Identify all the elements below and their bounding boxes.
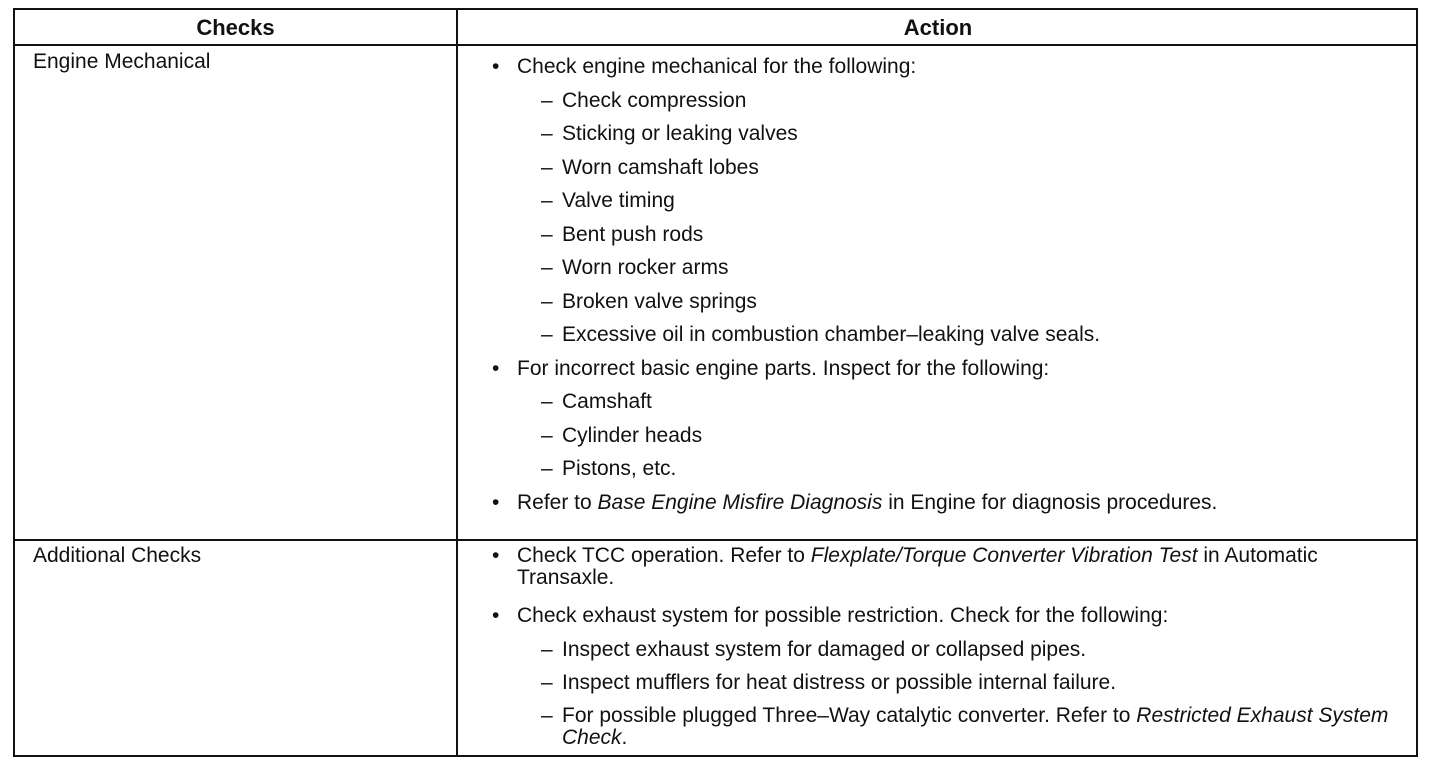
dash-icon: – bbox=[541, 222, 553, 246]
sub-item-text: Broken valve springs bbox=[562, 289, 757, 313]
bullet-text-suffix: in Engine for diagnosis procedures. bbox=[882, 490, 1218, 514]
list-item bbox=[490, 50, 1400, 84]
dash-icon: – bbox=[541, 256, 553, 279]
header-action: Action bbox=[903, 15, 973, 40]
dash-icon: – bbox=[541, 289, 553, 313]
dash-icon: – bbox=[541, 155, 553, 179]
additional-checks-actions bbox=[490, 545, 1400, 749]
dash-icon: – bbox=[541, 703, 553, 727]
sub-item-text: Worn camshaft lobes bbox=[562, 155, 759, 179]
dash-icon: – bbox=[541, 671, 553, 694]
engine-mechanical-actions bbox=[490, 50, 1400, 519]
bullet-icon: • bbox=[492, 55, 500, 78]
dash-icon: – bbox=[541, 189, 553, 212]
list-item bbox=[490, 419, 1400, 453]
sub-item-text-suffix: . bbox=[621, 725, 628, 749]
check-additional-checks: Additional Checks bbox=[33, 544, 202, 567]
dash-icon: – bbox=[541, 323, 553, 346]
header-checks: Checks bbox=[196, 15, 275, 40]
list-item bbox=[490, 705, 1400, 749]
list-item bbox=[490, 666, 1400, 700]
bullet-text: Check exhaust system for possible restriction. Check for the following: bbox=[517, 604, 1169, 627]
dash-icon: – bbox=[541, 88, 553, 112]
list-item bbox=[490, 184, 1400, 218]
dash-icon: – bbox=[541, 122, 553, 145]
sub-item-text: Inspect mufflers for heat distress or possible internal failure. bbox=[562, 671, 1117, 694]
list-item bbox=[490, 151, 1400, 185]
list-item bbox=[490, 633, 1400, 667]
bullet-text-prefix: Refer to bbox=[517, 490, 598, 514]
list-item bbox=[490, 599, 1400, 633]
diagnostic-table bbox=[13, 8, 1418, 757]
list-item bbox=[490, 251, 1400, 285]
sub-item-text: Cylinder heads bbox=[562, 423, 703, 447]
list-item bbox=[490, 352, 1400, 386]
column-divider bbox=[456, 10, 458, 755]
sub-item-text: Pistons, etc. bbox=[562, 457, 677, 480]
sub-item-text: Check compression bbox=[562, 88, 747, 112]
bullet-icon: • bbox=[492, 604, 500, 627]
bullet-text-suffix: in Automatic Transaxle. bbox=[517, 544, 1318, 589]
table-header-row bbox=[15, 10, 1416, 46]
row-divider bbox=[15, 539, 1416, 541]
sub-item-text: Sticking or leaking valves bbox=[562, 122, 798, 145]
dash-icon: – bbox=[541, 390, 553, 413]
reference-flexplate-test: Flexplate/Torque Converter Vibration Test bbox=[810, 544, 1198, 567]
reference-restricted-exhaust: Restricted Exhaust System Check bbox=[562, 703, 1389, 749]
check-engine-mechanical: Engine Mechanical bbox=[33, 50, 211, 73]
dash-icon: – bbox=[541, 457, 553, 480]
sub-item-text: Bent push rods bbox=[562, 222, 704, 246]
bullet-icon: • bbox=[492, 544, 500, 567]
reference-base-engine-misfire: Base Engine Misfire Diagnosis bbox=[597, 490, 883, 514]
sub-item-text-prefix: For possible plugged Three–Way catalytic converter. Refer to bbox=[562, 703, 1137, 727]
sub-item-text: Camshaft bbox=[562, 390, 652, 413]
bullet-text: Check engine mechanical for the following: bbox=[517, 55, 917, 78]
bullet-text-prefix: Check TCC operation. Refer to bbox=[517, 544, 811, 567]
sub-item-text: Excessive oil in combustion chamber–leaking valve seals. bbox=[562, 323, 1101, 346]
sub-item-text: Valve timing bbox=[562, 189, 675, 212]
list-item bbox=[490, 117, 1400, 151]
list-item bbox=[490, 545, 1400, 589]
bullet-icon: • bbox=[492, 490, 500, 514]
sub-item-text: Inspect exhaust system for damaged or collapsed pipes. bbox=[562, 637, 1087, 661]
dash-icon: – bbox=[541, 423, 553, 447]
sub-item-text: Worn rocker arms bbox=[562, 256, 729, 279]
dash-icon: – bbox=[541, 637, 553, 661]
bullet-text: For incorrect basic engine parts. Inspect for the following: bbox=[517, 356, 1050, 380]
bullet-icon: • bbox=[492, 356, 500, 380]
list-item bbox=[490, 452, 1400, 486]
list-item bbox=[490, 385, 1400, 419]
list-item bbox=[490, 84, 1400, 118]
list-item bbox=[490, 285, 1400, 319]
list-item bbox=[490, 218, 1400, 252]
list-item bbox=[490, 486, 1400, 520]
list-item bbox=[490, 318, 1400, 352]
